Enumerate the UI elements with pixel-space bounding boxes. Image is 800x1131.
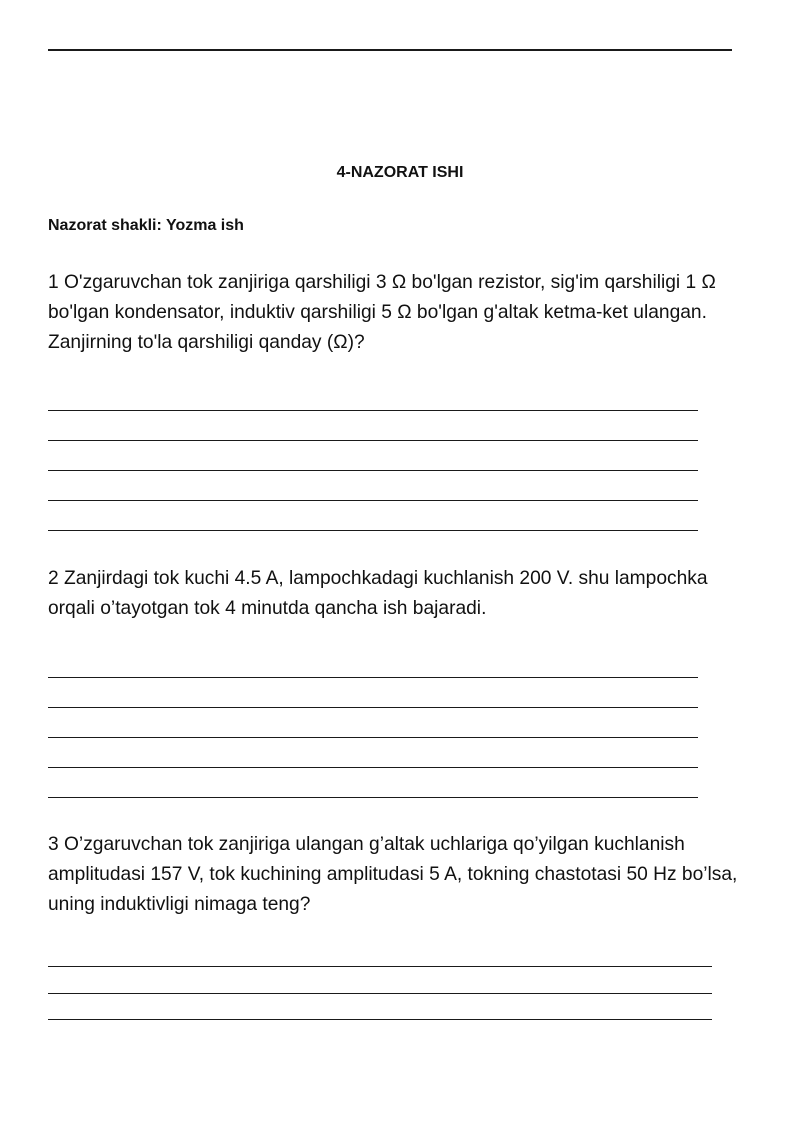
- answer-line[interactable]: [48, 797, 698, 798]
- page-title: 4-NAZORAT ISHI: [336, 164, 464, 181]
- answer-line[interactable]: [48, 1019, 712, 1020]
- answer-line[interactable]: [48, 707, 698, 708]
- answer-line[interactable]: [48, 470, 698, 471]
- answer-line[interactable]: [48, 677, 698, 678]
- answer-line[interactable]: [48, 530, 698, 531]
- answer-line[interactable]: [48, 966, 712, 967]
- answer-line[interactable]: [48, 410, 698, 411]
- answer-line[interactable]: [48, 500, 698, 501]
- top-divider: [48, 49, 732, 51]
- question-3-text: 3 O’zgaruvchan tok zanjiriga ulangan g’altak uchlariga qo’yilgan kuchlanish amplitudasi 157 V, tok kuchining amplitudasi 5 A, tokning chastotasi 50 Hz bo’lsa, uning induktivligi nimaga teng?: [48, 834, 738, 915]
- answer-line[interactable]: [48, 737, 698, 738]
- answer-line[interactable]: [48, 993, 712, 994]
- control-form-label: Nazorat shakli: Yozma ish: [48, 217, 244, 234]
- question-2-text: 2 Zanjirdagi tok kuchi 4.5 A, lampochkadagi kuchlanish 200 V. shu lampochka orqali o’tayotgan tok 4 minutda qancha ish bajaradi.: [48, 568, 708, 619]
- answer-line[interactable]: [48, 440, 698, 441]
- answer-line[interactable]: [48, 767, 698, 768]
- question-1-text: 1 O'zgaruvchan tok zanjiriga qarshiligi 3 Ω bo'lgan rezistor, sig'im qarshiligi 1 Ω bo'lgan kondensator, induktiv qarshiligi 5 Ω bo'lgan g'altak ketma-ket ulangan. Zanjirning to'la qarshiligi qanday (Ω)?: [48, 272, 716, 353]
